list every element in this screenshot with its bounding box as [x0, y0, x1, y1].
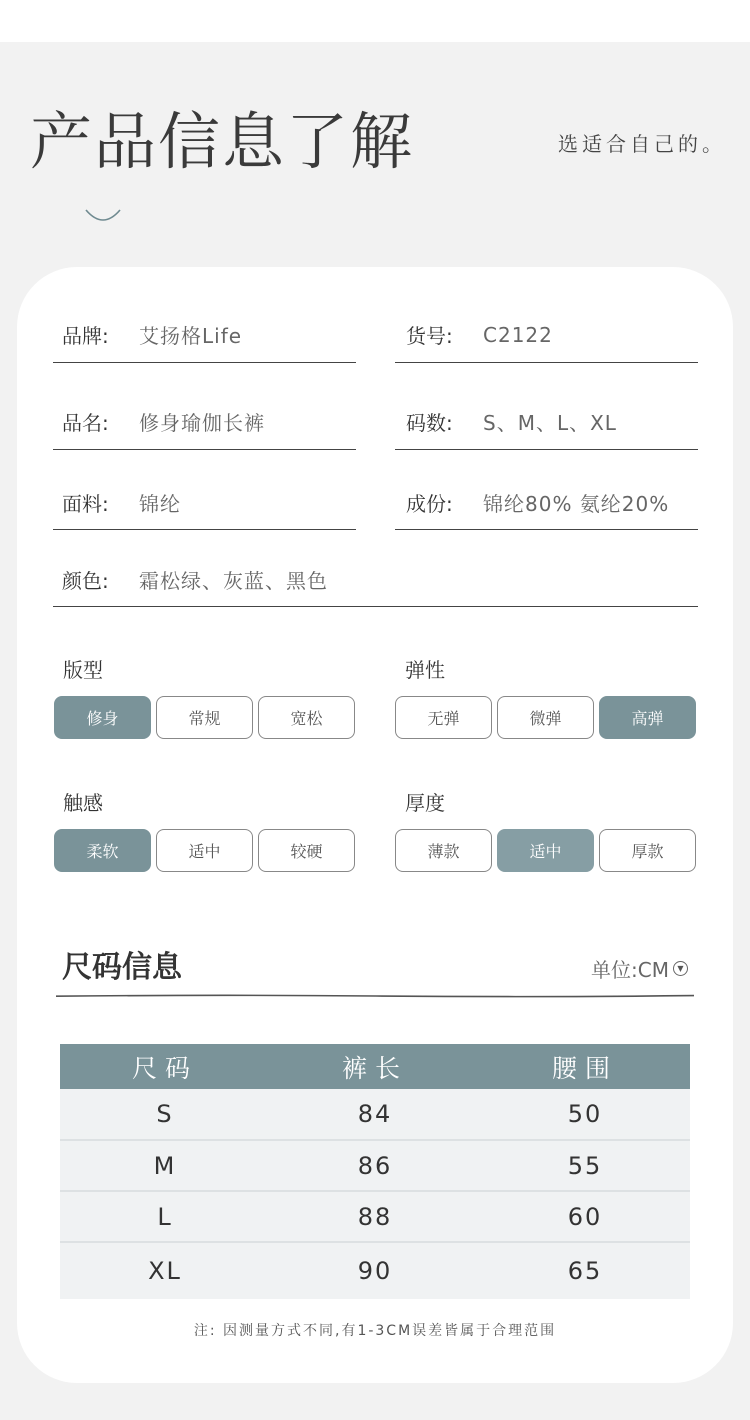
page-title: 产品信息了解 — [30, 105, 415, 178]
feel-option[interactable]: 适中 — [156, 829, 253, 872]
field-label: 品名: — [62, 410, 109, 435]
table-row — [60, 1089, 690, 1140]
field-value: C2122 — [483, 322, 553, 347]
size-cell: L — [60, 1191, 270, 1242]
table-row — [60, 1191, 690, 1242]
length-cell: 86 — [270, 1140, 480, 1191]
elasticity-option[interactable]: 无弹 — [395, 696, 492, 739]
unit-label: 单位:CM — [591, 958, 669, 982]
size-table — [60, 1044, 690, 1299]
field-label: 码数: — [406, 410, 453, 435]
field-value: S、M、L、XL — [483, 410, 617, 435]
field-label: 颜色: — [62, 569, 109, 593]
feel-option[interactable]: 柔软 — [54, 829, 151, 872]
thickness-options — [395, 829, 696, 872]
measurement-note: 注: 因测量方式不同,有1-3CM误差皆属于合理范围 — [193, 1323, 557, 1339]
length-cell: 90 — [357, 1257, 393, 1285]
field-label: 品牌: — [62, 324, 109, 348]
length-cell: 88 — [270, 1191, 480, 1242]
size-cell: XL — [148, 1257, 182, 1285]
table-header-row — [60, 1044, 690, 1089]
feel-option[interactable]: 较硬 — [258, 829, 355, 872]
fit-option[interactable]: 常规 — [156, 696, 253, 739]
field-value: 霜松绿、灰蓝、黑色 — [139, 569, 328, 593]
field-sizes — [395, 393, 698, 450]
field-value: 锦纶80% 氨纶20% — [483, 492, 670, 516]
field-label: 货号: — [406, 324, 453, 348]
thickness-option[interactable]: 适中 — [497, 829, 594, 872]
table-row — [60, 1242, 690, 1299]
table-row — [60, 1140, 690, 1191]
field-product-name — [53, 393, 356, 450]
field-label: 成份: — [406, 492, 453, 516]
waist-cell: 60 — [480, 1191, 690, 1242]
thickness-option[interactable]: 厚款 — [599, 829, 696, 872]
field-brand — [53, 307, 356, 363]
field-value: 修身瑜伽长裤 — [139, 410, 265, 435]
waist-cell: 65 — [567, 1257, 603, 1285]
feel-title: 触感 — [63, 791, 103, 815]
size-info-title: 尺码信息 — [62, 950, 182, 985]
column-header: 裤长 — [270, 1044, 480, 1089]
field-fabric — [53, 476, 356, 530]
thickness-option[interactable]: 薄款 — [395, 829, 492, 872]
field-label: 面料: — [62, 492, 109, 516]
field-sku — [395, 307, 698, 363]
unit-selector[interactable] — [591, 954, 688, 983]
size-cell: M — [60, 1140, 270, 1191]
page-subtitle: 选适合自己的。 — [558, 132, 726, 156]
column-header: 腰围 — [480, 1044, 690, 1089]
field-color — [53, 553, 698, 607]
size-cell: S — [60, 1089, 270, 1140]
smile-decoration-icon — [84, 200, 122, 224]
fit-option[interactable]: 修身 — [54, 696, 151, 739]
elasticity-option[interactable]: 高弹 — [599, 696, 696, 739]
thickness-title: 厚度 — [405, 791, 445, 815]
waist-cell: 50 — [480, 1089, 690, 1140]
length-cell: 84 — [270, 1089, 480, 1140]
fit-title: 版型 — [63, 658, 103, 682]
chevron-down-circle-icon: ▼ — [673, 961, 688, 976]
column-header: 尺码 — [60, 1044, 270, 1089]
brush-divider — [56, 994, 694, 998]
field-value: 锦纶 — [139, 492, 181, 516]
elasticity-option[interactable]: 微弹 — [497, 696, 594, 739]
fit-options — [54, 696, 355, 739]
feel-options — [54, 829, 355, 872]
elasticity-options — [395, 696, 696, 739]
fit-option[interactable]: 宽松 — [258, 696, 355, 739]
field-value: 艾扬格Life — [139, 324, 243, 348]
field-composition — [395, 476, 698, 530]
waist-cell: 55 — [480, 1140, 690, 1191]
elasticity-title: 弹性 — [405, 658, 445, 682]
top-strip — [0, 0, 750, 42]
